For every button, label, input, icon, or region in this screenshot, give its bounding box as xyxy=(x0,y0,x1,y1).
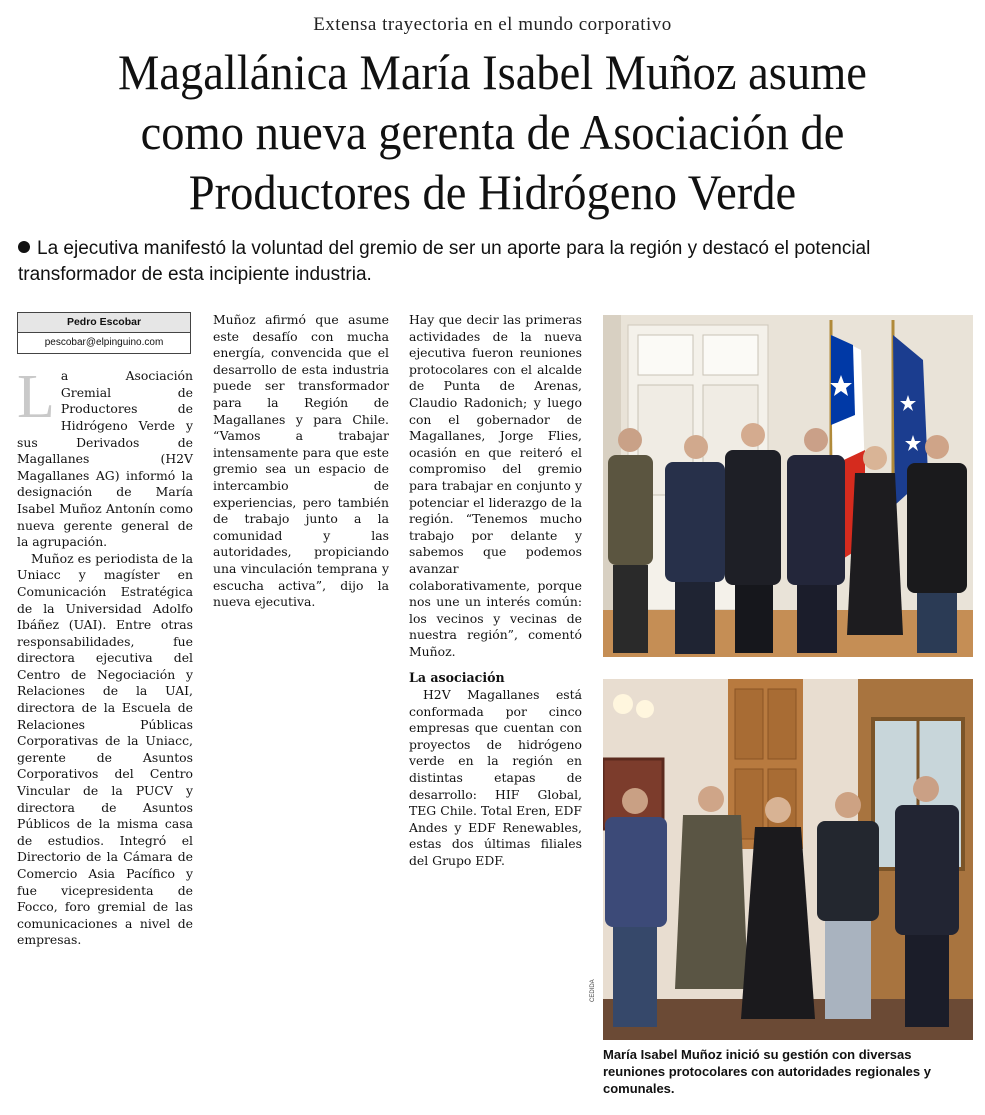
article-column-1 xyxy=(17,312,193,949)
paragraph-5: H2V Magallanes está conformada por cinco empresas que cuentan con proyectos de hidrógeno verde en la región en distintas etapas de desarrollo: HIF Global, TEG Chile. Total Eren, EDF Andes y EDF Renewables, estas dos últimas filiales del Grupo EDF. xyxy=(409,687,582,868)
paragraph-3: Muñoz afirmó que asume este desafío con mucha energía, convencida que el desarrollo de esta industria puede ser transformador para la Región de Magallanes y para Chile. “Vamos a trabajar intensamente para que este gremio sea un espacio de intercambio de experiencias, pero también de trabajo junto a la comunidad y las autoridades, propiciando una vinculación temprana y escucha activa”, dijo la nueva ejecutiva. xyxy=(213,312,389,610)
author-name: Pedro Escobar xyxy=(18,313,190,333)
subhead-text: La ejecutiva manifestó la voluntad del gremio de ser un aporte para la región y destacó el potencial transformador de esta incipiente industria. xyxy=(18,238,871,285)
headline-line-3: Productores de Hidrógeno Verde xyxy=(188,164,797,220)
byline-box xyxy=(17,312,191,354)
drop-cap: L xyxy=(17,363,55,432)
paragraph-2: Muñoz es periodista de la Uniacc y magíster en Comunicación Estratégica de la Universidad Adolfo Ibáñez (UAI). Entre otras responsabilidades, fue directora ejecutiva del Centro de Negociación y Relaciones de la UAI, directora de la Escuela de Relaciones Públicas Corporativas de la Uniacc, gerente de Asuntos Corporativos del Centro Vincular de la PUCV y directora de Asuntos Públicos de la misma casa de estudios. Integró el Directorio de la Cámara de Comercio Asia Pacífico y fue vicepresidenta de Focco, foro gremial de las comunicaciones a nivel de empresas. xyxy=(17,550,193,948)
headline-line-2: como nueva gerenta de Asociación de xyxy=(140,104,845,160)
headline xyxy=(44,42,941,222)
photo-credit: CEDIDA xyxy=(590,979,596,1002)
photo-group-flags xyxy=(603,315,973,657)
paragraph-4: Hay que decir las primeras actividades de la nueva ejecutiva fueron reuniones protocolares con el alcalde de Punta de Arenas, Claudio Radonich; y luego con el gobernador de Magallanes, Jorge Flies, ocasión en que reiteró el compromiso del gremio para trabajar en conjunto y potenciar el liderazgo de la región. “Tenemos mucho trabajo por delante y sabemos que podemos avanzar colaborativamente, porque nos une un interés común: los vecinos y vecinas de nuestra región”, comentó Muñoz. xyxy=(409,312,582,659)
subhead xyxy=(18,236,976,288)
bullet-icon xyxy=(18,241,30,253)
article-column-3 xyxy=(409,312,582,870)
section-title: La asociación xyxy=(409,670,505,686)
kicker: Extensa trayectoria en el mundo corporativo xyxy=(313,14,672,35)
photo-group-office xyxy=(603,679,973,1040)
headline-line-1: Magallánica María Isabel Muñoz asume xyxy=(118,44,867,100)
author-email[interactable]: pescobar@elpinguino.com xyxy=(44,336,164,348)
article-column-2 xyxy=(213,312,389,611)
photo-caption: María Isabel Muñoz inició su gestión con diversas reuniones protocolares con autoridades regionales y comunales. xyxy=(603,1047,931,1096)
paragraph-1: La Asociación Gremial de Productores de Hidrógeno Verde y sus Derivados de Magallanes (H2V Magallanes AG) informó la designación de María Isabel Muñoz Antonín como nueva gerente general de la agrupación. xyxy=(17,363,193,550)
